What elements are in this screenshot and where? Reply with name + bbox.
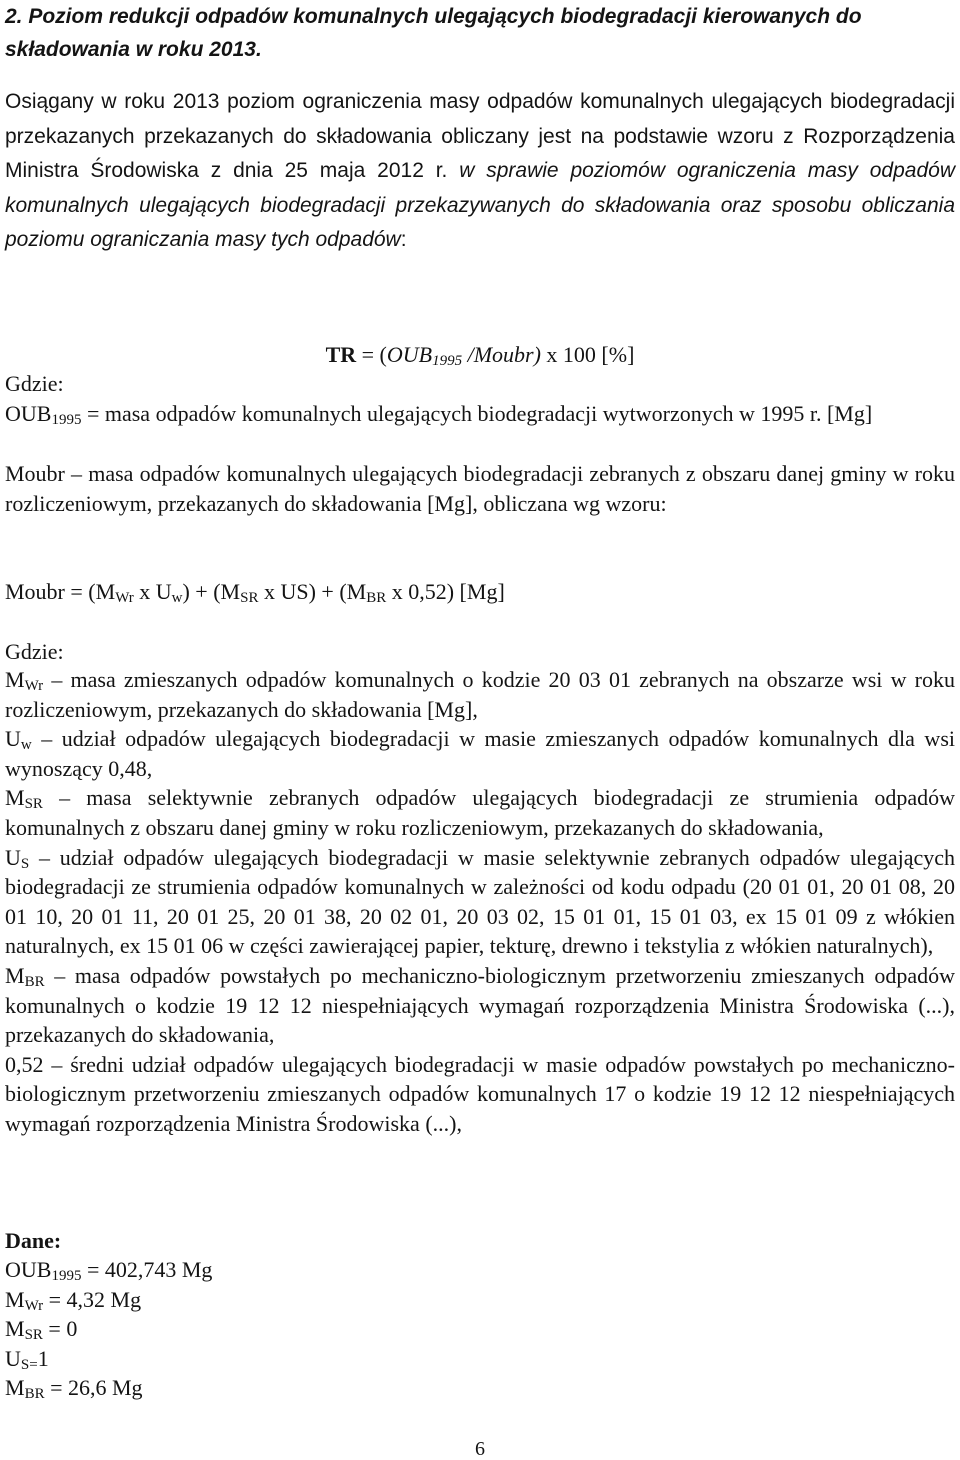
- definition-symbol-sub: S: [20, 855, 30, 872]
- formula-tr-oub: OUB: [386, 342, 433, 367]
- formula-tr: [0, 340, 960, 370]
- dane-item: [5, 1373, 955, 1403]
- formula-moubr-part: x 0,52) [Mg]: [386, 579, 505, 604]
- formula-moubr: [5, 577, 955, 607]
- formula-moubr-sub: SR: [240, 590, 259, 606]
- definition-symbol: U: [5, 726, 21, 752]
- dane-symbol-sub: 1995: [51, 1268, 82, 1284]
- dane-value: = 0: [42, 1316, 78, 1342]
- intro-colon: :: [400, 228, 407, 252]
- dane-symbol-sub: S=: [20, 1356, 38, 1373]
- dane-symbol: OUB: [5, 1257, 52, 1282]
- dane-value: = 4,32 Mg: [43, 1286, 142, 1312]
- oub-symbol-sub: 1995: [51, 412, 82, 428]
- definition-text: – udział odpadów ulegających biodegradacji w masie zmieszanych odpadów komunalnych dla wsi wynoszący 0,48,: [5, 726, 955, 781]
- formula-moubr-part: ) + (M: [182, 579, 241, 604]
- dane-symbol-sub: Wr: [24, 1297, 44, 1314]
- dane-symbol: M: [5, 1286, 25, 1312]
- definition-mwr: [5, 665, 955, 724]
- formula-tr-tail: x 100 [%]: [540, 342, 635, 367]
- gdzie-label-1: Gdzie:: [5, 371, 64, 396]
- formula-tr-eq: = (: [356, 342, 387, 367]
- definition-symbol: M: [5, 962, 25, 988]
- dane-item: [5, 1314, 955, 1344]
- definition-symbol: U: [5, 844, 21, 870]
- formula-tr-oub-sub: 1995: [432, 353, 463, 369]
- definition-mbr: [5, 961, 955, 1050]
- definition-uw: [5, 724, 955, 783]
- definition-text: – udział odpadów ulegających biodegradacji w masie selektywnie zebranych odpadów ulegających biodegradacji ze strumienia odpadów komunalnych w zależności od kodu odpadu (20 01 01, 20 01 08, 20 01 10, 20 01 11, 20 01 25, 20 01 38, 20 02 01, 20 03 02, 15 01 01, 15 01 03, ex 15 01 09 z włókien naturalnych, ex 15 01 06 w części zawierającej papier, tekturę, drewno i tekstylia z włókien naturalnych),: [5, 844, 955, 959]
- oub-symbol: OUB: [5, 401, 52, 426]
- definition-symbol-sub: SR: [24, 796, 43, 813]
- dane-value: 1: [37, 1345, 49, 1371]
- gdzie-label-2: Gdzie:: [5, 639, 64, 664]
- definition-text: – masa zmieszanych odpadów komunalnych o kodzie 20 03 01 zebranych na obszarze wsi w roku rozliczeniowym, przekazanych do składowania [Mg],: [5, 667, 955, 722]
- definition-052: [5, 1050, 955, 1139]
- formula-tr-label: TR: [325, 342, 357, 367]
- dane-item: [5, 1344, 955, 1374]
- definition-symbol-sub: w: [20, 737, 32, 754]
- formula-moubr-sub: Wr: [115, 590, 134, 606]
- dane-list: [5, 1255, 955, 1403]
- formula-moubr-part: x U: [133, 579, 172, 604]
- dane-symbol: M: [5, 1316, 25, 1342]
- definition-symbol: M: [5, 785, 25, 811]
- moubr-definition: Moubr – masa odpadów komunalnych ulegających biodegradacji zebranych z obszaru danej gminy w roku rozliczeniowym, przekazanych do składowania [Mg], obliczana wg wzoru:: [5, 461, 955, 516]
- oub-definition-text: = masa odpadów komunalnych ulegających biodegradacji wytworzonych w 1995 r. [Mg]: [81, 401, 873, 426]
- dane-item: [5, 1255, 955, 1285]
- dane-symbol: M: [5, 1375, 25, 1401]
- oub-definition: [5, 399, 955, 429]
- formula-tr-rest: /Moubr): [462, 342, 541, 367]
- dane-heading: Dane:: [5, 1228, 62, 1253]
- definition-text: – masa odpadów powstałych po mechaniczno-biologicznym przetworzeniu zmieszanych odpadów komunalnych o kodzie 19 12 12 niespełniających wymagań rozporządzenia Ministra Środowiska (...), przekazanych do składowania,: [5, 962, 955, 1048]
- formula-moubr-sub: w: [171, 590, 183, 606]
- regulation-title: w sprawie poziomów ograniczenia masy odpadów komunalnych ulegających biodegradacji przekazywanych do składowania oraz sposobu obliczania poziomu ograniczania masy tych odpadów: [5, 159, 955, 252]
- section-heading: 2. Poziom redukcji odpadów komunalnych ulegających biodegradacji kierowanych do składowania w roku 2013.: [5, 5, 862, 61]
- definition-text: – masa selektywnie zebranych odpadów ulegających biodegradacji ze strumienia odpadów komunalnych z obszaru danej gminy w roku rozliczeniowym, przekazanych do składowania,: [5, 785, 955, 840]
- dane-symbol: U: [5, 1345, 21, 1371]
- dane-value: = 26,6 Mg: [44, 1375, 143, 1401]
- formula-moubr-part: Moubr = (M: [5, 579, 116, 604]
- definition-symbol: 0,52: [5, 1051, 44, 1077]
- page-number: 6: [475, 1438, 485, 1460]
- definitions-list: [5, 665, 955, 1139]
- intro-lead: Osiągany w roku 2013 poziom ograniczenia masy odpadów komunalnych ulegających biodegradacji przekazanych przekazanych do składowania obliczany jest na podstawie wzoru z Rozporządzenia Ministra Środowiska z dnia 25 maja 2012 r.: [5, 90, 955, 183]
- dane-symbol-sub: BR: [24, 1386, 45, 1403]
- dane-value: = 402,743 Mg: [81, 1257, 213, 1282]
- formula-moubr-part: x US) + (M: [258, 579, 367, 604]
- formula-moubr-sub: BR: [366, 590, 387, 606]
- definition-symbol: M: [5, 667, 25, 692]
- definition-symbol-sub: Wr: [24, 678, 44, 694]
- dane-item: [5, 1285, 955, 1315]
- definition-symbol-sub: BR: [24, 973, 45, 990]
- definition-msr: [5, 783, 955, 842]
- dane-symbol-sub: SR: [24, 1327, 43, 1344]
- intro-paragraph: [5, 85, 955, 258]
- definition-text: – średni udział odpadów ulegających biodegradacji w masie odpadów powstałych po mechaniczno-biologicznym przetworzeniu zmieszanych odpadów komunalnych 17 o kodzie 19 12 12 niespełniających wymagań rozporządzenia Ministra Środowiska (...),: [5, 1051, 955, 1136]
- definition-us: [5, 843, 955, 961]
